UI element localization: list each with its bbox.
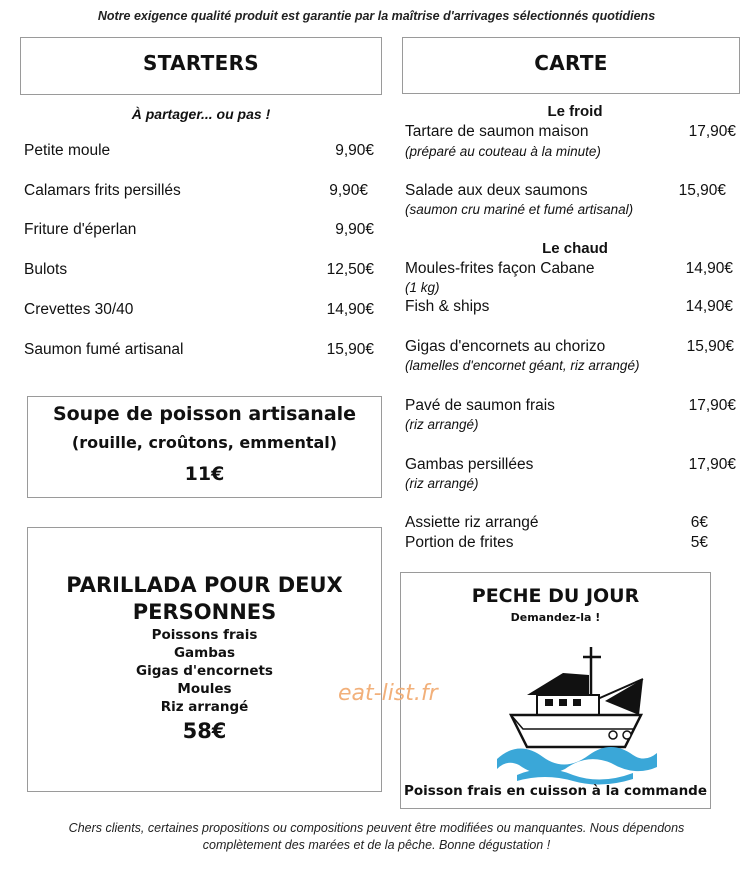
peche-subtitle: Demandez-la ! <box>510 611 601 624</box>
footer-note <box>0 820 753 854</box>
carte-item-note: (lamelles d'encornet géant, riz arrangé) <box>405 358 640 373</box>
starters-subtitle: À partager... ou pas ! <box>131 106 271 122</box>
carte-item-price: 17,90€ <box>688 397 736 414</box>
footer-line-2: complètement des marées et de la pêche. Bonne dégustation ! <box>202 838 551 852</box>
starter-name: Friture d'éperlan <box>24 221 137 238</box>
parillada-title-line2: PERSONNES <box>132 600 277 624</box>
carte-item-price: 14,90€ <box>685 260 733 277</box>
carte-item-name: Gigas d'encornets au chorizo <box>405 338 606 355</box>
carte-item-price: 15,90€ <box>678 182 726 199</box>
starter-price: 9,90€ <box>335 221 374 238</box>
carte-item-name: Salade aux deux saumons <box>405 182 588 199</box>
parillada-item: Riz arrangé <box>160 699 249 715</box>
soupe-title: Soupe de poisson artisanale <box>52 403 357 425</box>
carte-item-price: 17,90€ <box>688 456 736 473</box>
carte-item-name: Tartare de saumon maison <box>405 123 589 140</box>
carte-item-note: (riz arrangé) <box>405 476 479 491</box>
soupe-box <box>27 396 382 498</box>
carte-item-note: (saumon cru mariné et fumé artisanal) <box>405 202 634 217</box>
carte-item-price: 15,90€ <box>686 338 734 355</box>
carte-item-note: (1 kg) <box>405 280 440 295</box>
fishing-boat-icon <box>493 635 663 785</box>
carte-item-name: Moules-frites façon Cabane <box>405 260 595 277</box>
parillada-item: Poissons frais <box>151 627 258 643</box>
peche-box <box>400 572 711 809</box>
header-note: Notre exigence qualité produit est garantie par la maîtrise d'arrivages sélectionnés quotidiens <box>97 9 656 23</box>
soupe-subtitle: (rouille, croûtons, emmental) <box>71 433 338 452</box>
starter-price: 9,90€ <box>329 182 368 199</box>
starter-price: 9,90€ <box>335 142 374 159</box>
carte-header-box <box>402 37 740 94</box>
extra-name: Portion de frites <box>405 534 514 551</box>
peche-title: PECHE DU JOUR <box>471 585 640 607</box>
parillada-title-line1: PARILLADA POUR DEUX <box>66 573 343 597</box>
starter-price: 14,90€ <box>326 301 374 318</box>
starter-name: Crevettes 30/40 <box>24 301 134 318</box>
parillada-box <box>27 527 382 792</box>
carte-item-name: Fish & ships <box>405 298 490 315</box>
chaud-section-title: Le chaud <box>542 240 608 257</box>
carte-title: CARTE <box>534 51 608 75</box>
carte-item-note: (riz arrangé) <box>405 417 479 432</box>
froid-section-title: Le froid <box>547 103 603 120</box>
starter-name: Bulots <box>24 261 68 278</box>
watermark: eat-list.fr <box>338 681 438 706</box>
starters-title: STARTERS <box>143 51 259 75</box>
starter-name: Petite moule <box>24 142 111 159</box>
peche-caption: Poisson frais en cuisson à la commande <box>403 783 708 799</box>
carte-item-note: (préparé au couteau à la minute) <box>405 144 601 159</box>
extra-name: Assiette riz arrangé <box>405 514 539 531</box>
starters-header-box <box>20 37 382 95</box>
extra-price: 6€ <box>690 514 708 531</box>
extra-price: 5€ <box>690 534 708 551</box>
soupe-price: 11€ <box>184 463 225 485</box>
parillada-price: 58€ <box>182 719 227 743</box>
carte-item-price: 17,90€ <box>688 123 736 140</box>
footer-line-1: Chers clients, certaines propositions ou compositions peuvent être modifiées ou manquantes. Nous dépendons <box>68 821 685 835</box>
parillada-item: Gigas d'encornets <box>136 663 273 679</box>
starter-name: Saumon fumé artisanal <box>24 341 184 358</box>
starter-name: Calamars frits persillés <box>24 182 181 199</box>
starter-price: 12,50€ <box>326 261 374 278</box>
starter-price: 15,90€ <box>326 341 374 358</box>
carte-item-name: Pavé de saumon frais <box>405 397 555 414</box>
parillada-item: Gambas <box>173 645 236 661</box>
carte-item-name: Gambas persillées <box>405 456 534 473</box>
carte-item-price: 14,90€ <box>685 298 733 315</box>
parillada-item: Moules <box>177 681 232 697</box>
